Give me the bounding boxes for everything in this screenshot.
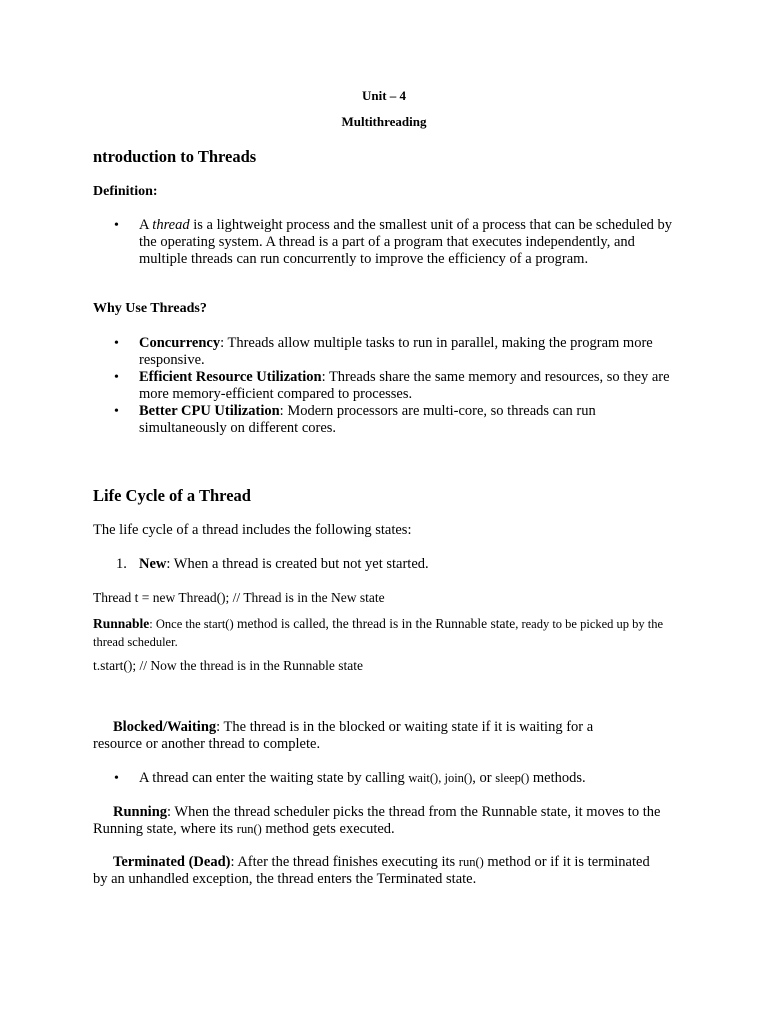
runnable-code: start()	[203, 617, 234, 631]
state-running-term: Running	[113, 804, 168, 820]
code-new-thread: Thread t = new Thread(); // Thread is in the New state	[93, 590, 385, 605]
running-text-a: : When the thread scheduler picks the thread from the Runnable state, it moves to the Running state, where its	[93, 804, 661, 837]
blocked-item	[93, 770, 683, 787]
blocked-list	[93, 770, 683, 787]
state-new-text: : When a thread is created but not yet started.	[166, 556, 429, 572]
blocked-text-b: methods.	[529, 770, 586, 786]
lifecycle-intro: The life cycle of a thread includes the following states:	[93, 522, 412, 538]
code-join: join()	[444, 771, 473, 785]
code-wait: wait()	[408, 771, 439, 785]
terminated-text-b: method or if it is terminated by an unhandled exception, the thread enters the Terminated state.	[93, 854, 650, 887]
definition-item	[93, 217, 683, 268]
state-running	[93, 804, 683, 838]
state-blocked	[93, 719, 643, 753]
state-new	[93, 556, 768, 573]
state-blocked-text: : The thread is in the blocked or waiting state if it is waiting for a resource or another thread to complete.	[93, 719, 594, 752]
runnable-text-d: .	[174, 635, 178, 649]
lifecycle-heading: Life Cycle of a Thread	[93, 486, 251, 505]
why-item-concurrency	[93, 335, 683, 369]
unit-title: Unit – 4	[361, 88, 407, 103]
runnable-text-a: : Once the	[149, 617, 204, 631]
state-runnable	[93, 615, 683, 651]
definition-article: A	[139, 217, 153, 233]
state-new-term: New	[139, 556, 167, 572]
code-sleep: sleep()	[495, 771, 530, 785]
runnable-text-c: , ready to be picked up by the thread scheduler	[93, 617, 664, 649]
code-start-thread: t.start(); // Now the thread is in the Runnable state	[93, 658, 363, 673]
list-number: 1.	[116, 556, 127, 572]
why-item-resource	[93, 369, 683, 403]
why-text: : Threads share the same memory and resources, so they are more memory-efficient compared to processes.	[139, 369, 670, 402]
state-runnable-term: Runnable	[93, 616, 150, 631]
terminated-text-a: : After the thread finishes executing its	[230, 854, 459, 870]
running-code: run()	[236, 822, 262, 836]
blocked-text-a: A thread can enter the waiting state by calling	[139, 770, 409, 786]
state-terminated	[93, 854, 653, 888]
why-text: : Modern processors are multi-core, so threads can run simultaneously on different cores.	[139, 403, 596, 436]
why-text: : Threads allow multiple tasks to run in parallel, making the program more responsive.	[139, 335, 653, 368]
intro-heading: ntroduction to Threads	[93, 147, 257, 166]
definition-emphasis: thread	[152, 217, 190, 233]
separator: , or	[472, 770, 496, 786]
document-subtitle: Multithreading	[341, 114, 427, 129]
definition-text: is a lightweight process and the smallest unit of a process that can be scheduled by the operating system. A thread is a part of a program that executes independently, and multiple threads can run concurrently to improve the efficiency of a program.	[139, 217, 673, 267]
running-text-b: method gets executed.	[261, 821, 395, 837]
state-blocked-term: Blocked/Waiting	[113, 719, 217, 735]
state-terminated-term: Terminated (Dead)	[113, 854, 231, 870]
why-term: Better CPU Utilization	[139, 403, 280, 419]
runnable-text-b: method is called, the thread is in the Runnable state	[233, 616, 516, 631]
terminated-code: run()	[458, 855, 484, 869]
definition-heading: Definition:	[93, 184, 158, 199]
why-item-cpu	[93, 403, 683, 437]
why-term: Efficient Resource Utilization	[139, 369, 322, 385]
why-heading: Why Use Threads?	[93, 301, 207, 316]
definition-list	[93, 217, 683, 268]
separator: ,	[438, 771, 445, 785]
why-list	[93, 335, 683, 437]
why-term: Concurrency	[139, 335, 221, 351]
